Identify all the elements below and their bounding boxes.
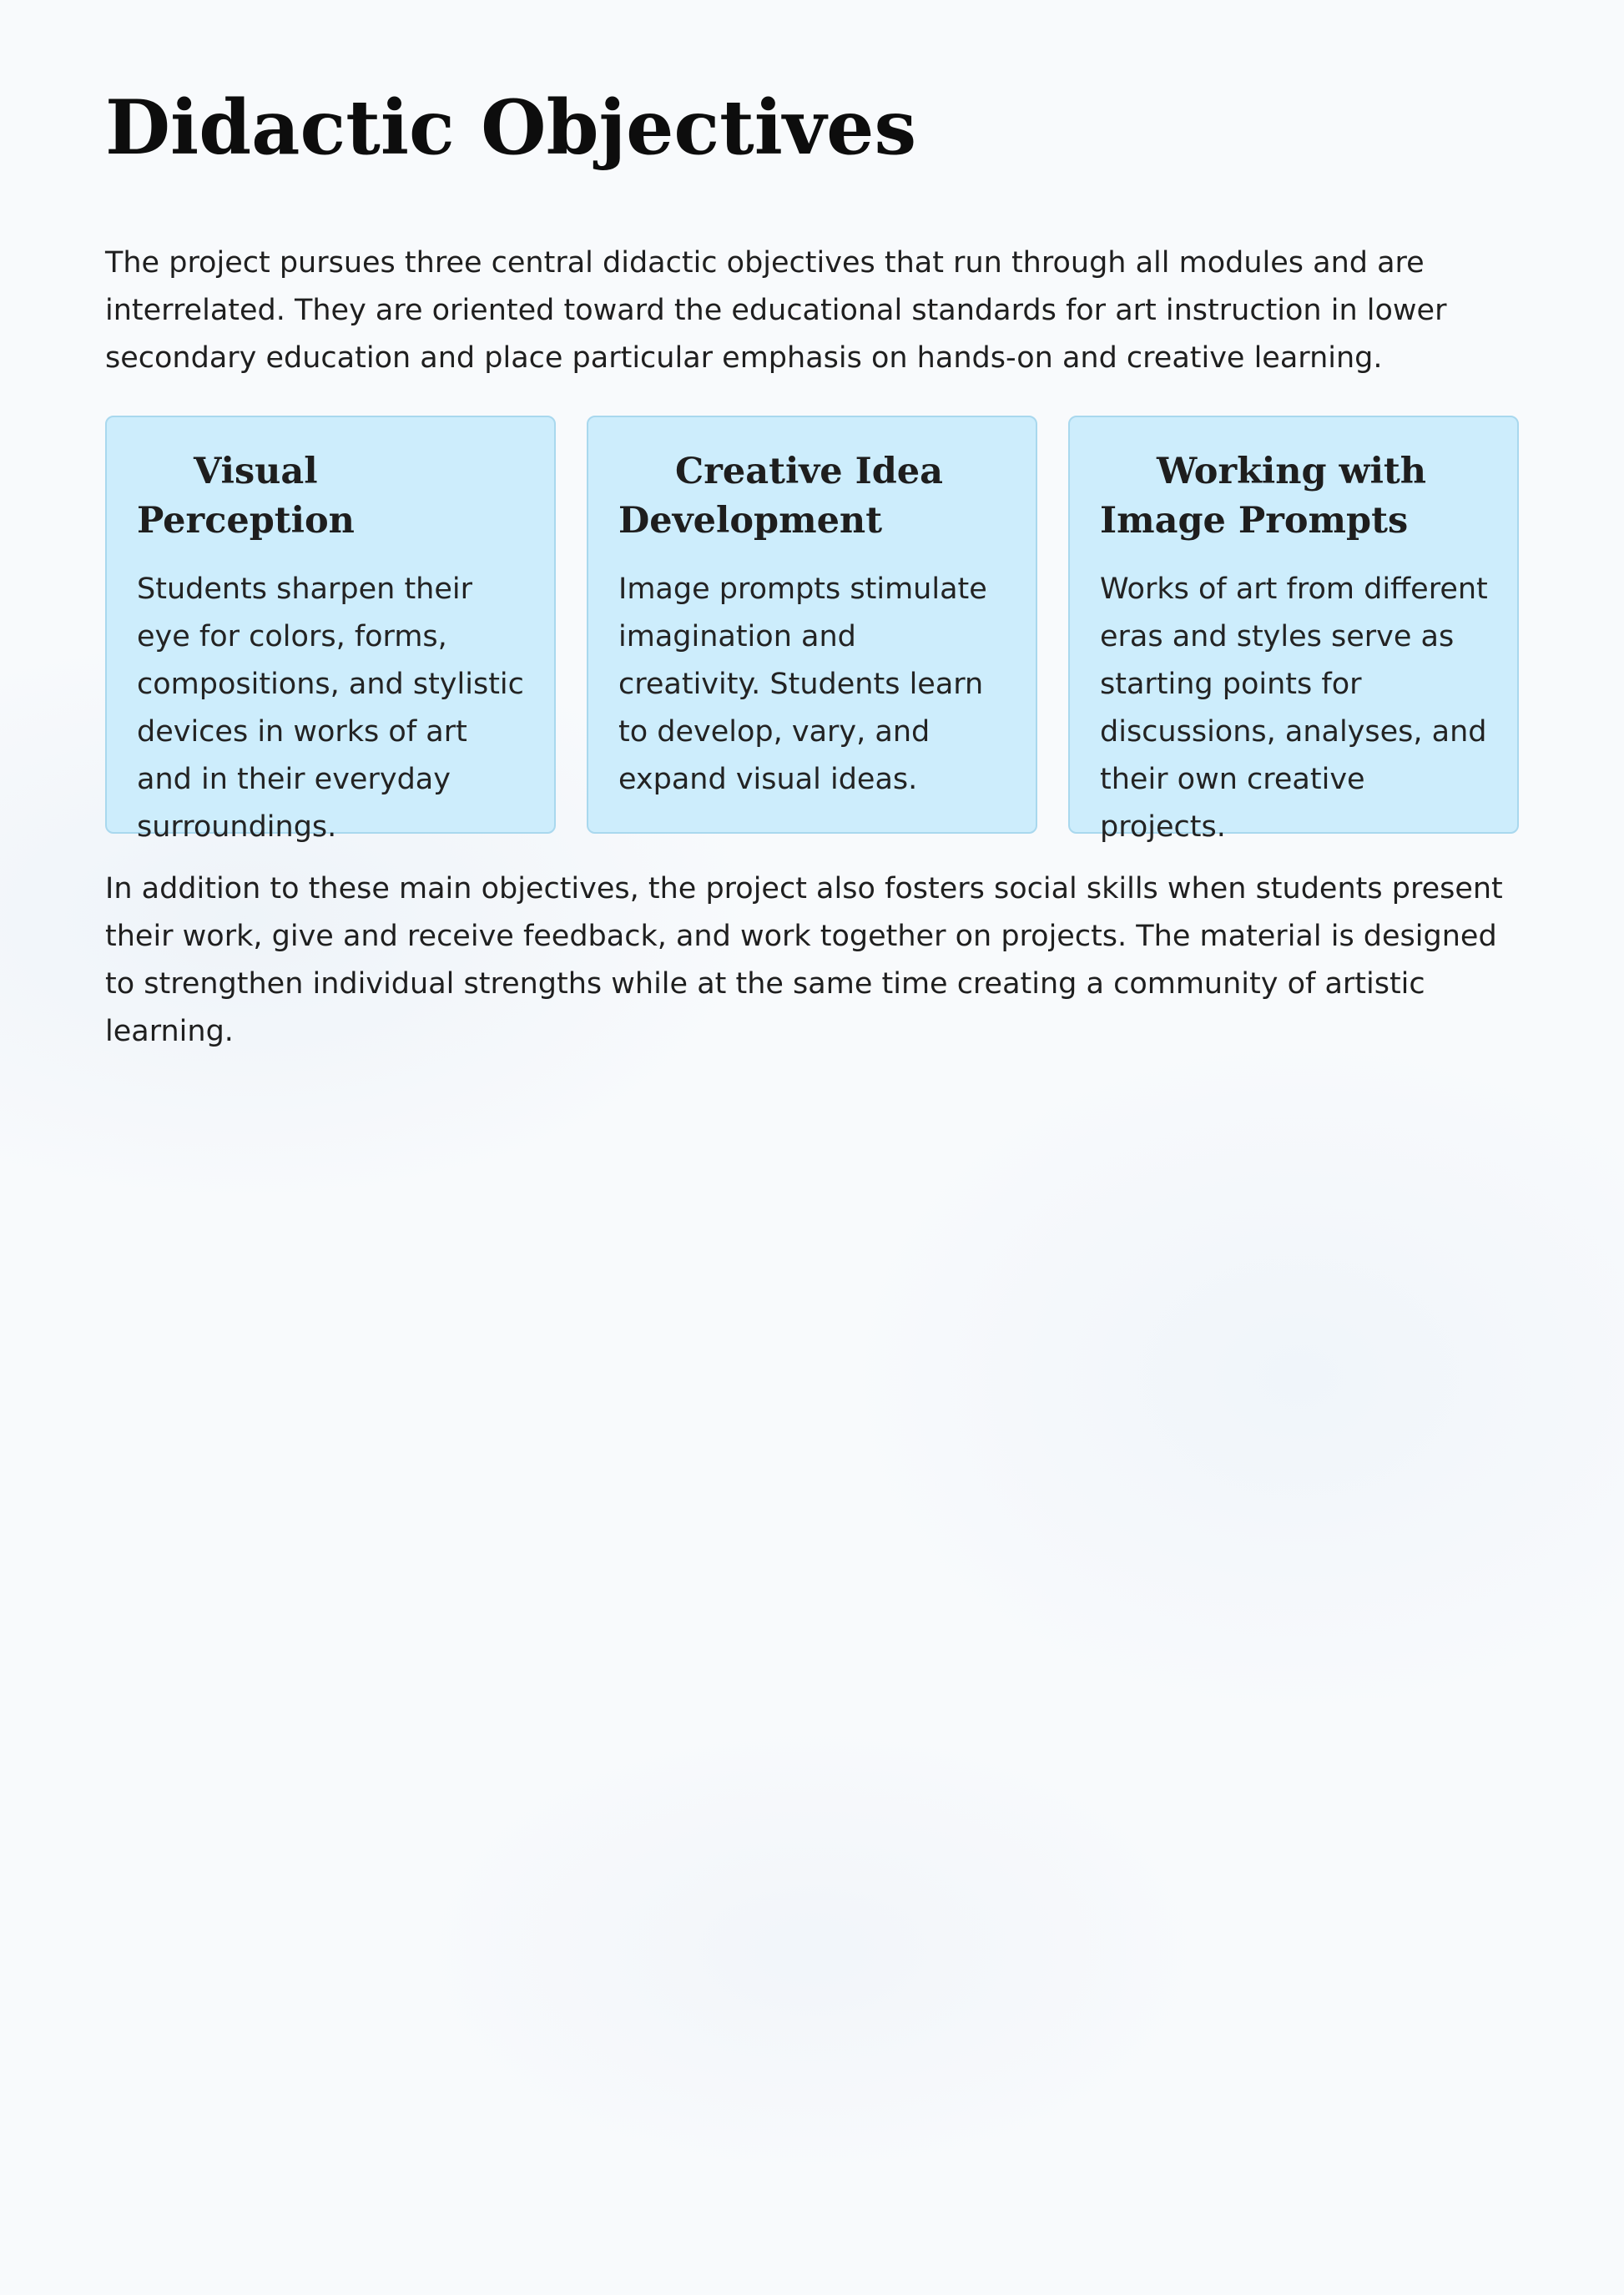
closing-paragraph: In addition to these main objectives, the project also fosters social skills when students present their work, give and receive feedback, and work together on projects. The material is designed to strengthen individual strengths while at the same time creating a community of artistic learning. (105, 872, 1503, 1048)
page-title: Didactic Objectives (105, 83, 917, 172)
objective-heading: Visual Perception (137, 451, 355, 542)
objective-heading: Working with Image Prompts (1100, 451, 1427, 542)
objective-card-visual-perception (105, 416, 556, 844)
objective-text: Students sharpen their eye for colors, forms, compositions, and stylistic devices in works of art and in their everyday surroundings. (137, 572, 524, 844)
intro-paragraph: The project pursues three central didactic objectives that run through all modules and are interrelated. They are oriented toward the educational standards for art instruction in lower secondary education and place particular emphasis on hands-on and creative learning. (105, 246, 1447, 375)
objectives-cards (105, 416, 1519, 844)
objective-card-creative-idea-development (587, 416, 1037, 834)
objective-text: Works of art from different eras and styles serve as starting points for discussions, analyses, and their own creative projects. (1100, 572, 1488, 844)
objective-card-working-with-image-prompts (1068, 416, 1519, 844)
objective-heading: Creative Idea Development (618, 451, 944, 542)
objective-text: Image prompts stimulate imagination and creativity. Students learn to develop, vary, and expand visual ideas. (618, 572, 987, 796)
